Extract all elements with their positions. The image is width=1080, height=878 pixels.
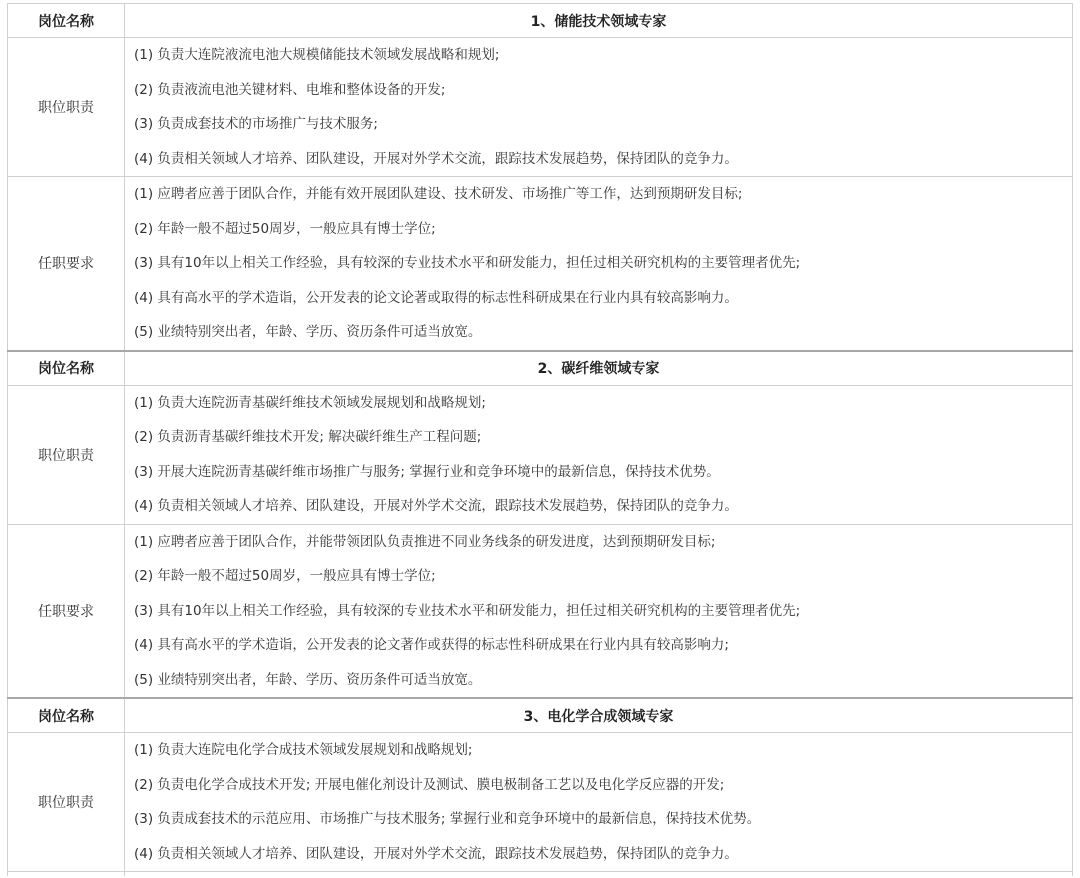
duties-list bbox=[125, 733, 1073, 872]
position-name-label: 岗位名称 bbox=[8, 4, 125, 38]
requirement-item: (4) 具有高水平的学术造诣，公开发表的论文著作或获得的标志性科研成果在行业内具有较高影响力; bbox=[134, 637, 729, 653]
section-header-row bbox=[8, 351, 1073, 386]
duty-item: (2) 负责沥青基碳纤维技术开发; 解决碳纤维生产工程问题; bbox=[134, 429, 482, 445]
duties-label: 职位职责 bbox=[8, 38, 125, 177]
duty-item: (4) 负责相关领域人才培养、团队建设，开展对外学术交流，跟踪技术发展趋势，保持团队的竞争力。 bbox=[134, 150, 738, 167]
duties-list bbox=[125, 38, 1073, 177]
duty-item: (4) 负责相关领域人才培养、团队建设，开展对外学术交流，跟踪技术发展趋势，保持团队的竞争力。 bbox=[134, 845, 738, 862]
duty-item: (2) 负责液流电池关键材料、电堆和整体设备的开发; bbox=[134, 81, 446, 98]
continuation-cell bbox=[8, 872, 125, 877]
duty-item: (4) 负责相关领域人才培养、团队建设，开展对外学术交流，跟踪技术发展趋势，保持团队的竞争力。 bbox=[134, 498, 738, 514]
section-header-row bbox=[8, 4, 1073, 38]
duty-item: (1) 负责大连院沥青基碳纤维技术领域发展规划和战略规划; bbox=[134, 394, 486, 411]
duty-item: (1) 负责大连院电化学合成技术领域发展规划和战略规划; bbox=[134, 742, 473, 758]
requirement-item: (1) 应聘者应善于团队合作，并能有效开展团队建设、技术研发、市场推广等工作，达到预期研发目标; bbox=[134, 186, 743, 202]
requirement-item: (2) 年龄一般不超过50周岁，一般应具有博士学位; bbox=[134, 568, 436, 584]
duties-list bbox=[125, 385, 1073, 524]
requirement-item: (3) 具有10年以上相关工作经验，具有较深的专业技术水平和研发能力，担任过相关研究机构的主要管理者优先; bbox=[134, 602, 801, 619]
requirement-item: (4) 具有高水平的学术造诣，公开发表的论文论著或取得的标志性科研成果在行业内具有较高影响力。 bbox=[134, 289, 738, 306]
position-name-label: 岗位名称 bbox=[8, 351, 125, 386]
position-title: 3、电化学合成领域专家 bbox=[125, 698, 1073, 733]
duties-label: 职位职责 bbox=[8, 733, 125, 872]
duty-item: (3) 负责成套技术的示范应用、市场推广与技术服务; 掌握行业和竞争环境中的最新信息，保持技术优势。 bbox=[134, 811, 761, 827]
continuation-cell bbox=[125, 872, 1073, 877]
duties-row bbox=[8, 385, 1073, 524]
duty-item: (3) 负责成套技术的市场推广与技术服务; bbox=[134, 116, 378, 132]
job-table bbox=[7, 3, 1073, 876]
duty-item: (3) 开展大连院沥青基碳纤维市场推广与服务; 掌握行业和竞争环境中的最新信息，保持技术优势。 bbox=[134, 463, 720, 480]
requirement-item: (3) 具有10年以上相关工作经验，具有较深的专业技术水平和研发能力，担任过相关研究机构的主要管理者优先; bbox=[134, 255, 801, 271]
requirements-label: 任职要求 bbox=[8, 177, 125, 351]
position-name-label: 岗位名称 bbox=[8, 698, 125, 733]
table-continuation-row bbox=[8, 872, 1073, 877]
position-title: 1、储能技术领域专家 bbox=[125, 4, 1073, 38]
position-title: 2、碳纤维领域专家 bbox=[125, 351, 1073, 386]
requirements-list bbox=[125, 524, 1073, 698]
requirement-item: (5) 业绩特别突出者，年龄、学历、资历条件可适当放宽。 bbox=[134, 671, 482, 688]
duty-item: (2) 负责电化学合成技术开发; 开展电催化剂设计及测试、膜电极制备工艺以及电化学反应器的开发; bbox=[134, 776, 725, 793]
duties-row bbox=[8, 38, 1073, 177]
section-header-row bbox=[8, 698, 1073, 733]
requirement-item: (1) 应聘者应善于团队合作，并能带领团队负责推进不同业务线条的研发进度，达到预期研发目标; bbox=[134, 533, 716, 550]
requirement-item: (5) 业绩特别突出者，年龄、学历、资历条件可适当放宽。 bbox=[134, 324, 482, 340]
requirements-row bbox=[8, 524, 1073, 698]
requirements-row bbox=[8, 177, 1073, 351]
requirements-label: 任职要求 bbox=[8, 524, 125, 698]
requirements-list bbox=[125, 177, 1073, 351]
duties-row bbox=[8, 733, 1073, 872]
duties-label: 职位职责 bbox=[8, 385, 125, 524]
requirement-item: (2) 年龄一般不超过50周岁，一般应具有博士学位; bbox=[134, 220, 436, 237]
duty-item: (1) 负责大连院液流电池大规模储能技术领域发展战略和规划; bbox=[134, 47, 500, 63]
